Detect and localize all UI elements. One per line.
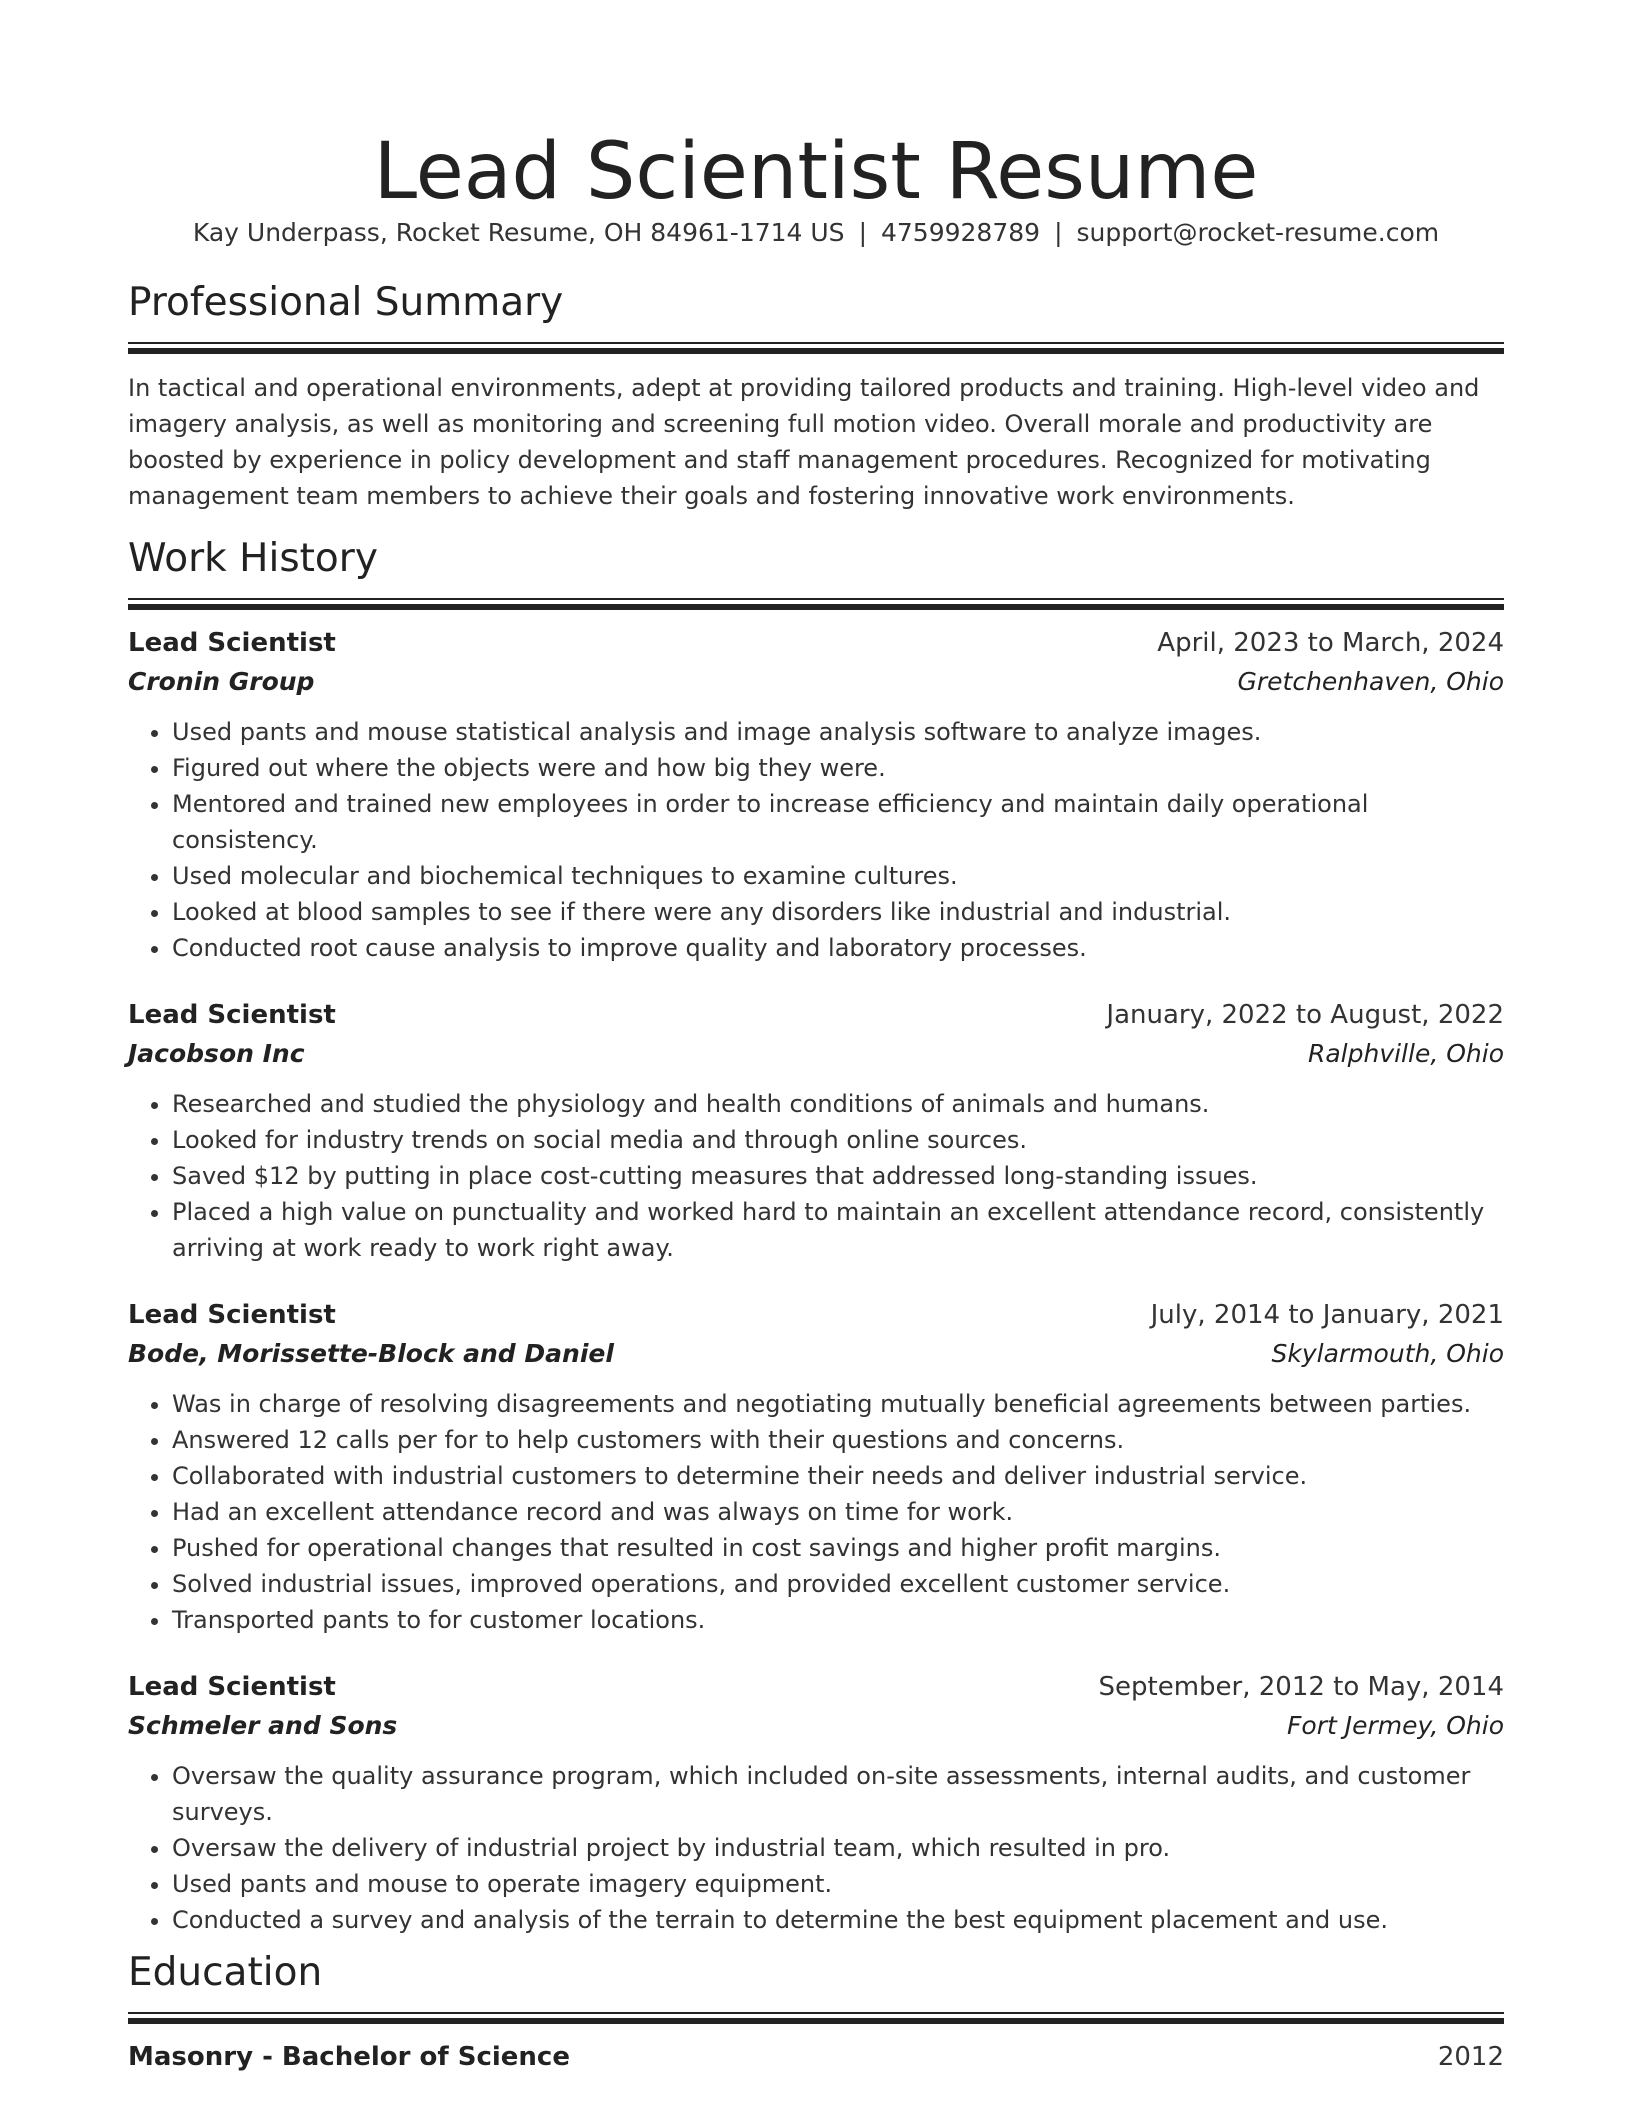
- job-entry: [128, 996, 1504, 1266]
- bullet-item: • Oversaw the delivery of industrial project by industrial team, which resulted in pro.: [172, 1830, 1504, 1866]
- work-section: [128, 534, 1504, 1938]
- education-heading: Education: [128, 1950, 323, 1995]
- bullet-item: • Had an excellent attendance record and was always on time for work.: [172, 1494, 1504, 1530]
- education-year: 2012: [1437, 2042, 1504, 2072]
- job-dates: January, 2022 to August, 2022: [1106, 1000, 1504, 1030]
- contact-phone: 4759928789: [881, 218, 1041, 247]
- bullet-item: • Oversaw the quality assurance program, which included on-site assessments, internal audits, and customer surveys.: [172, 1758, 1504, 1830]
- job-entry: [128, 1668, 1504, 1938]
- job-location: Ralphville, Ohio: [1307, 1039, 1504, 1068]
- bullet-item: • Conducted a survey and analysis of the terrain to determine the best equipment placement and use.: [172, 1902, 1504, 1938]
- bullet-item: • Used pants and mouse statistical analysis and image analysis software to analyze images.: [172, 714, 1504, 750]
- job-location: Skylarmouth, Ohio: [1271, 1339, 1504, 1368]
- education-entry: [128, 2038, 1504, 2076]
- contact-separator: |: [1054, 218, 1063, 247]
- education-section: [128, 1948, 1504, 2076]
- bullet-item: • Mentored and trained new employees in order to increase efficiency and maintain daily operational consistency.: [172, 786, 1504, 858]
- contact-line: [128, 216, 1504, 250]
- section-divider: [128, 342, 1504, 354]
- bullet-item: • Solved industrial issues, improved operations, and provided excellent customer service.: [172, 1566, 1504, 1602]
- bullet-item: • Pushed for operational changes that resulted in cost savings and higher profit margins.: [172, 1530, 1504, 1566]
- contact-separator: |: [858, 218, 867, 247]
- job-bullets: [128, 1386, 1504, 1638]
- job-company: Bode, Morissette-Block and Daniel: [128, 1339, 614, 1368]
- job-entry: [128, 624, 1504, 966]
- job-company: Jacobson Inc: [128, 1039, 305, 1068]
- bullet-item: • Saved $12 by putting in place cost-cutting measures that addressed long-standing issues.: [172, 1158, 1504, 1194]
- job-company: Cronin Group: [128, 667, 315, 696]
- job-dates: September, 2012 to May, 2014: [1098, 1672, 1504, 1702]
- bullet-item: • Answered 12 calls per for to help customers with their questions and concerns.: [172, 1422, 1504, 1458]
- section-divider: [128, 2012, 1504, 2024]
- job-title: Lead Scientist: [128, 1300, 336, 1330]
- job-entry: [128, 1296, 1504, 1638]
- job-title: Lead Scientist: [128, 1000, 336, 1030]
- summary-section: [128, 278, 1504, 514]
- summary-text: In tactical and operational environments, adept at providing tailored products and training. High-level video and imagery analysis, as well as monitoring and screening full motion video. Overall morale and productivity are boosted by experience in policy development and staff management procedures. Recognized for motivating management team members to achieve their goals and fostering innovative work environments.: [128, 374, 1480, 510]
- job-title: Lead Scientist: [128, 628, 336, 658]
- bullet-item: • Placed a high value on punctuality and worked hard to maintain an excellent attendance record, consistently arriving at work ready to work right away.: [172, 1194, 1504, 1266]
- contact-email: support@rocket-resume.com: [1076, 218, 1440, 247]
- job-dates: April, 2023 to March, 2024: [1157, 628, 1504, 658]
- job-company: Schmeler and Sons: [128, 1711, 398, 1740]
- contact-address: Kay Underpass, Rocket Resume, OH 84961-1714 US: [192, 218, 845, 247]
- bullet-item: • Used molecular and biochemical techniques to examine cultures.: [172, 858, 1504, 894]
- education-degree: Masonry - Bachelor of Science: [128, 2042, 570, 2072]
- job-location: Fort Jermey, Ohio: [1287, 1711, 1504, 1740]
- job-bullets: [128, 714, 1504, 966]
- bullet-item: • Researched and studied the physiology and health conditions of animals and humans.: [172, 1086, 1504, 1122]
- job-bullets: [128, 1758, 1504, 1938]
- bullet-item: • Transported pants to for customer locations.: [172, 1602, 1504, 1638]
- job-title: Lead Scientist: [128, 1672, 336, 1702]
- work-heading: Work History: [128, 536, 378, 581]
- bullet-item: • Looked at blood samples to see if there were any disorders like industrial and industrial.: [172, 894, 1504, 930]
- job-dates: July, 2014 to January, 2021: [1150, 1300, 1504, 1330]
- page-title: Lead Scientist Resume: [373, 127, 1259, 217]
- job-bullets: [128, 1086, 1504, 1266]
- bullet-item: • Figured out where the objects were and how big they were.: [172, 750, 1504, 786]
- bullet-item: • Looked for industry trends on social media and through online sources.: [172, 1122, 1504, 1158]
- bullet-item: • Was in charge of resolving disagreements and negotiating mutually beneficial agreements between parties.: [172, 1386, 1504, 1422]
- section-divider: [128, 598, 1504, 610]
- job-location: Gretchenhaven, Ohio: [1237, 667, 1504, 696]
- bullet-item: • Collaborated with industrial customers to determine their needs and deliver industrial service.: [172, 1458, 1504, 1494]
- bullet-item: • Conducted root cause analysis to improve quality and laboratory processes.: [172, 930, 1504, 966]
- bullet-item: • Used pants and mouse to operate imagery equipment.: [172, 1866, 1504, 1902]
- summary-heading: Professional Summary: [128, 280, 564, 325]
